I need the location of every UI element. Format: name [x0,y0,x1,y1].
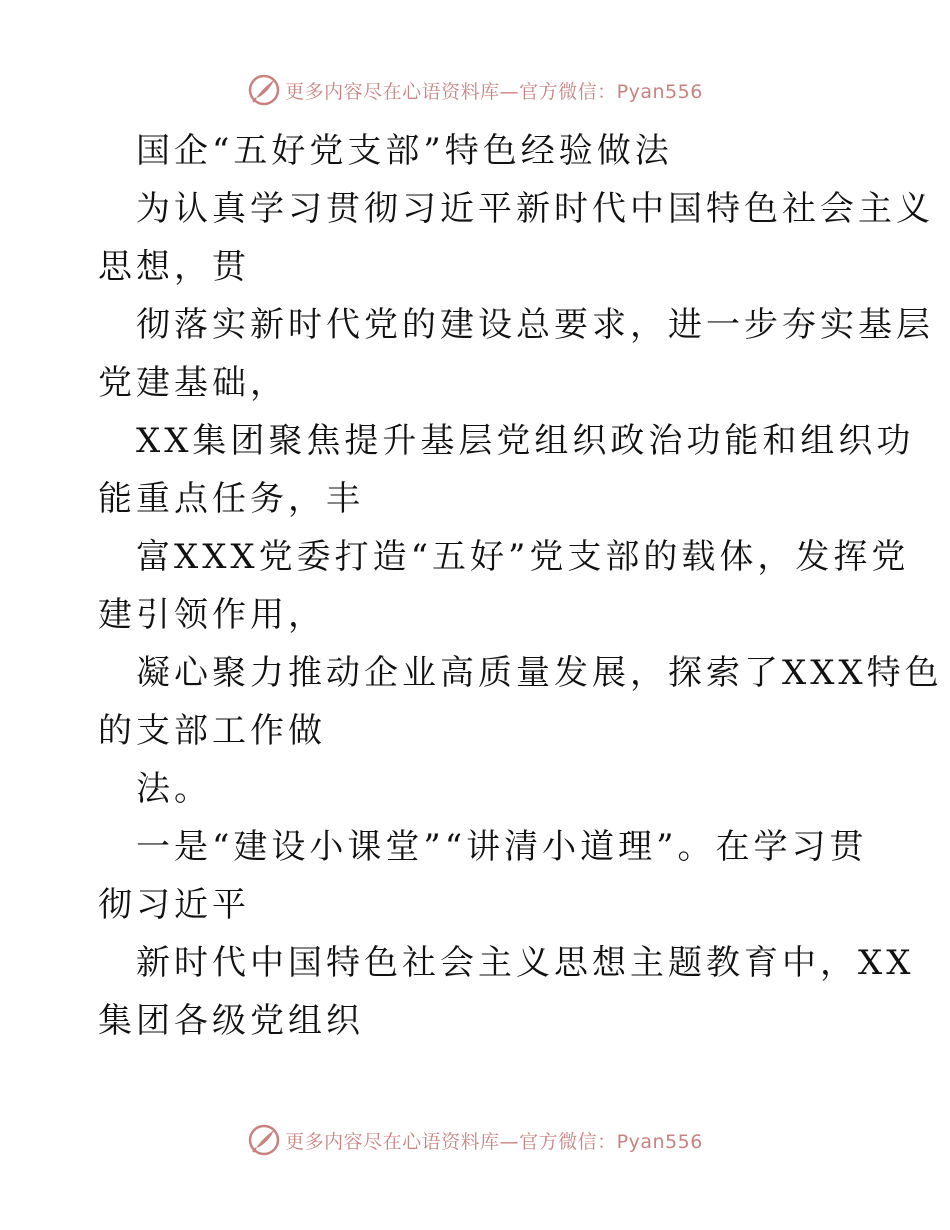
text-line: 的支部工作做 [98,711,326,751]
feather-pen-logo-icon [247,1123,281,1157]
text-line: 党建基础， [98,363,288,403]
text-line: 新时代中国特色社会主义思想主题教育中，XX [136,943,915,983]
feather-pen-logo-icon [247,73,281,107]
watermark-text: 更多内容尽在心语资料库—官方微信：Pyan556 [285,80,703,103]
text-line: 凝心聚力推动企业高质量发展，探索了XXX特色 [136,653,943,693]
text-line: 法。 [136,769,212,809]
watermark-text: 更多内容尽在心语资料库—官方微信：Pyan556 [285,1130,703,1153]
document-title: 国企“五好党支部”特色经验做法 [136,131,673,171]
text-line: 思想，贯 [98,247,250,287]
text-line: 富XXX党委打造“五好”党支部的载体，发挥党 [136,537,910,577]
text-line: 为认真学习贯彻习近平新时代中国特色社会主义 [136,189,934,229]
text-line: 能重点任务，丰 [98,479,364,519]
text-line: 一是“建设小课堂”“讲清小道理”。在学习贯 [136,827,868,867]
text-line: XX集团聚焦提升基层党组织政治功能和组织功 [136,421,915,461]
header-watermark [0,70,950,110]
text-line: 彻落实新时代党的建设总要求，进一步夯实基层 [136,305,934,345]
text-line: 彻习近平 [98,885,250,925]
document-body [98,122,943,1050]
text-line: 集团各级党组织 [98,1001,364,1041]
text-line: 建引领作用， [98,595,326,635]
footer-watermark [0,1120,950,1160]
